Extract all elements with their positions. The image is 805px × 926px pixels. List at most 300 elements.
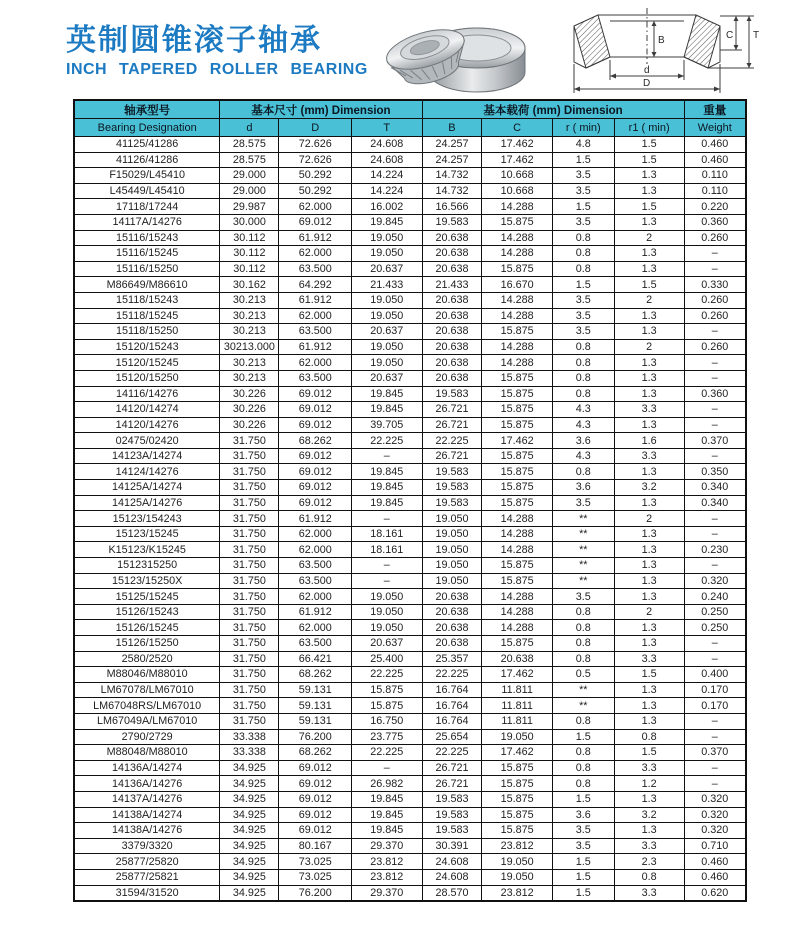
cell-D: 69.012 — [279, 807, 352, 823]
cell-r1-min: 3.3 — [614, 838, 684, 854]
cell-r-min: 0.8 — [552, 713, 614, 729]
cell-D: 76.200 — [279, 885, 352, 901]
cell-B: 25.654 — [422, 729, 482, 745]
cell-r-min: 3.6 — [552, 807, 614, 823]
table-row — [74, 667, 746, 683]
table-row — [74, 854, 746, 870]
cell-weight: 0.230 — [684, 542, 746, 558]
cell-C: 15.875 — [482, 480, 553, 496]
cell-r1-min: 1.3 — [614, 823, 684, 839]
cell-D: 50.292 — [279, 168, 352, 184]
cell-D: 69.012 — [279, 480, 352, 496]
cell-C: 14.288 — [482, 246, 553, 262]
bearing-table-wrap — [73, 99, 747, 902]
cell-r-min: 0.8 — [552, 636, 614, 652]
cell-designation: 15116/15250 — [74, 261, 220, 277]
cell-B: 22.225 — [422, 667, 482, 683]
cell-designation: 14136A/14276 — [74, 776, 220, 792]
cell-T: 22.225 — [352, 433, 423, 449]
cell-B: 22.225 — [422, 745, 482, 761]
cell-T: – — [352, 558, 423, 574]
cell-r1-min: 1.3 — [614, 636, 684, 652]
cell-B: 26.721 — [422, 417, 482, 433]
cell-r1-min: 1.2 — [614, 776, 684, 792]
cell-weight: – — [684, 402, 746, 418]
cell-D: 63.500 — [279, 573, 352, 589]
cell-d: 31.750 — [220, 620, 279, 636]
cell-C: 19.050 — [482, 729, 553, 745]
cell-T: 39.705 — [352, 417, 423, 433]
table-row — [74, 277, 746, 293]
table-row — [74, 869, 746, 885]
cell-d: 30.213 — [220, 292, 279, 308]
cell-d: 34.925 — [220, 838, 279, 854]
cell-B: 24.257 — [422, 152, 482, 168]
cell-weight: – — [684, 324, 746, 340]
cell-D: 62.000 — [279, 526, 352, 542]
cell-B: 20.638 — [422, 636, 482, 652]
cell-designation: 14120/14276 — [74, 417, 220, 433]
cell-r-min: 3.6 — [552, 433, 614, 449]
cell-D: 80.167 — [279, 838, 352, 854]
cell-designation: F15029/L45410 — [74, 168, 220, 184]
cell-weight: 0.460 — [684, 869, 746, 885]
cell-designation: 14138A/14274 — [74, 807, 220, 823]
cell-T: 18.161 — [352, 542, 423, 558]
table-row — [74, 214, 746, 230]
cell-r-min: 1.5 — [552, 277, 614, 293]
cell-D: 62.000 — [279, 199, 352, 215]
cell-r1-min: 1.5 — [614, 137, 684, 153]
cell-T: 29.370 — [352, 838, 423, 854]
cell-D: 59.131 — [279, 682, 352, 698]
table-row — [74, 542, 746, 558]
cell-r1-min: 1.5 — [614, 745, 684, 761]
cell-weight: 0.260 — [684, 339, 746, 355]
table-row — [74, 636, 746, 652]
cell-r-min: 3.5 — [552, 589, 614, 605]
table-row — [74, 698, 746, 714]
cell-r1-min: 1.3 — [614, 324, 684, 340]
cell-d: 31.750 — [220, 698, 279, 714]
cell-designation: 14124/14276 — [74, 464, 220, 480]
cell-B: 22.225 — [422, 433, 482, 449]
cell-B: 19.050 — [422, 573, 482, 589]
cell-designation: LM67048RS/LM67010 — [74, 698, 220, 714]
table-row — [74, 729, 746, 745]
cell-B: 24.608 — [422, 869, 482, 885]
cell-B: 19.583 — [422, 464, 482, 480]
cell-weight: 0.260 — [684, 292, 746, 308]
cell-r-min: 4.8 — [552, 137, 614, 153]
cell-T: 25.400 — [352, 651, 423, 667]
cell-r1-min: 3.3 — [614, 760, 684, 776]
cell-r-min: ** — [552, 682, 614, 698]
cell-r-min: 1.5 — [552, 199, 614, 215]
cell-B: 16.566 — [422, 199, 482, 215]
cell-B: 16.764 — [422, 682, 482, 698]
cell-D: 61.912 — [279, 292, 352, 308]
cell-D: 73.025 — [279, 869, 352, 885]
cell-r1-min: 2.3 — [614, 854, 684, 870]
cell-d: 31.750 — [220, 636, 279, 652]
cell-D: 69.012 — [279, 464, 352, 480]
cell-weight: – — [684, 261, 746, 277]
cell-weight: 0.340 — [684, 495, 746, 511]
cell-r1-min: 1.3 — [614, 355, 684, 371]
cell-r-min: 0.8 — [552, 651, 614, 667]
header-col-T: T — [352, 119, 423, 137]
cell-T: 19.050 — [352, 230, 423, 246]
cell-T: 23.812 — [352, 869, 423, 885]
cell-weight: – — [684, 558, 746, 574]
cell-r-min: 1.5 — [552, 854, 614, 870]
cell-d: 31.750 — [220, 604, 279, 620]
table-row — [74, 386, 746, 402]
cell-B: 26.721 — [422, 776, 482, 792]
cell-T: 22.225 — [352, 667, 423, 683]
cell-T: 19.050 — [352, 246, 423, 262]
cell-C: 23.812 — [482, 838, 553, 854]
cell-designation: 15126/15250 — [74, 636, 220, 652]
header-col-C: C — [482, 119, 553, 137]
cell-designation: 14136A/14274 — [74, 760, 220, 776]
cell-B: 26.721 — [422, 402, 482, 418]
cell-designation: 1512315250 — [74, 558, 220, 574]
cell-d: 30.112 — [220, 230, 279, 246]
cell-d: 31.750 — [220, 433, 279, 449]
cell-d: 31.750 — [220, 667, 279, 683]
cell-d: 30.213 — [220, 370, 279, 386]
bearing-photo — [372, 6, 528, 94]
cell-weight: 0.330 — [684, 277, 746, 293]
cell-C: 15.875 — [482, 495, 553, 511]
cell-T: – — [352, 511, 423, 527]
cell-weight: 0.360 — [684, 386, 746, 402]
cell-D: 59.131 — [279, 713, 352, 729]
cell-weight: 0.320 — [684, 791, 746, 807]
cell-T: 19.050 — [352, 339, 423, 355]
cell-r-min: ** — [552, 558, 614, 574]
cell-D: 64.292 — [279, 277, 352, 293]
cell-r-min: 3.5 — [552, 214, 614, 230]
cell-r1-min: 1.3 — [614, 620, 684, 636]
cell-r-min: 3.6 — [552, 480, 614, 496]
table-row — [74, 526, 746, 542]
cell-d: 31.750 — [220, 480, 279, 496]
cell-B: 20.638 — [422, 370, 482, 386]
cell-C: 11.811 — [482, 698, 553, 714]
cell-weight: – — [684, 511, 746, 527]
cell-d: 29.000 — [220, 168, 279, 184]
cell-C: 14.288 — [482, 308, 553, 324]
header-dimension-group: 基本尺寸 (mm) Dimension — [220, 100, 422, 119]
cell-r-min: 4.3 — [552, 402, 614, 418]
cell-T: 16.002 — [352, 199, 423, 215]
cell-C: 11.811 — [482, 713, 553, 729]
header-load-group: 基本载荷 (mm) Dimension — [422, 100, 684, 119]
page-title-en: INCH TAPERED ROLLER BEARING — [66, 61, 368, 78]
table-row — [74, 370, 746, 386]
cell-designation: 15120/15250 — [74, 370, 220, 386]
header-designation-en: Bearing Designation — [74, 119, 220, 137]
cell-T: 19.050 — [352, 604, 423, 620]
cell-designation: 15126/15243 — [74, 604, 220, 620]
cell-C: 15.875 — [482, 573, 553, 589]
cell-weight: – — [684, 355, 746, 371]
cell-d: 30.213 — [220, 324, 279, 340]
cell-C: 15.875 — [482, 386, 553, 402]
cell-r1-min: 2 — [614, 511, 684, 527]
cell-C: 17.462 — [482, 667, 553, 683]
bearing-dimension-diagram — [558, 2, 803, 97]
cell-r1-min: 1.3 — [614, 214, 684, 230]
dim-label-C: C — [726, 30, 734, 41]
cell-r-min: 3.5 — [552, 324, 614, 340]
cell-T: 14.224 — [352, 168, 423, 184]
cell-r-min: 0.8 — [552, 246, 614, 262]
cell-r-min: 1.5 — [552, 869, 614, 885]
cell-T: 16.750 — [352, 713, 423, 729]
cell-T: 26.982 — [352, 776, 423, 792]
cell-r1-min: 1.5 — [614, 152, 684, 168]
cell-weight: 0.320 — [684, 573, 746, 589]
cell-D: 69.012 — [279, 448, 352, 464]
cell-C: 15.875 — [482, 558, 553, 574]
cell-r1-min: 1.3 — [614, 246, 684, 262]
cell-r1-min: 0.8 — [614, 729, 684, 745]
cell-C: 15.875 — [482, 370, 553, 386]
cell-B: 20.638 — [422, 355, 482, 371]
cell-r-min: 0.8 — [552, 760, 614, 776]
table-row — [74, 480, 746, 496]
cell-r1-min: 1.3 — [614, 698, 684, 714]
cell-r1-min: 1.5 — [614, 199, 684, 215]
cell-D: 76.200 — [279, 729, 352, 745]
cell-C: 15.875 — [482, 791, 553, 807]
cell-C: 15.875 — [482, 760, 553, 776]
cell-d: 31.750 — [220, 558, 279, 574]
cell-designation: 15125/15245 — [74, 589, 220, 605]
cell-T: 19.050 — [352, 308, 423, 324]
cell-d: 34.925 — [220, 776, 279, 792]
cell-designation: 2580/2520 — [74, 651, 220, 667]
table-row — [74, 791, 746, 807]
dim-label-B: B — [658, 35, 665, 46]
cell-r1-min: 3.3 — [614, 651, 684, 667]
cell-weight: – — [684, 776, 746, 792]
table-row — [74, 604, 746, 620]
cell-d: 28.575 — [220, 152, 279, 168]
cell-C: 15.875 — [482, 636, 553, 652]
cell-d: 30.226 — [220, 386, 279, 402]
cell-r-min: 0.8 — [552, 604, 614, 620]
cell-T: 19.845 — [352, 791, 423, 807]
cell-d: 31.750 — [220, 542, 279, 558]
cell-designation: 15123/15245 — [74, 526, 220, 542]
cell-d: 30.000 — [220, 214, 279, 230]
table-row — [74, 292, 746, 308]
cell-C: 14.288 — [482, 604, 553, 620]
cell-T: 19.845 — [352, 402, 423, 418]
cell-r-min: 1.5 — [552, 885, 614, 901]
cell-C: 15.875 — [482, 776, 553, 792]
cell-weight: 0.260 — [684, 308, 746, 324]
cell-C: 19.050 — [482, 854, 553, 870]
cell-designation: M86649/M86610 — [74, 277, 220, 293]
cell-T: 18.161 — [352, 526, 423, 542]
header-col-r1-min: r1 ( min) — [614, 119, 684, 137]
cell-T: 19.050 — [352, 355, 423, 371]
cell-r1-min: 1.5 — [614, 277, 684, 293]
cell-r-min: ** — [552, 526, 614, 542]
table-row — [74, 137, 746, 153]
cell-designation: 14116/14276 — [74, 386, 220, 402]
cell-d: 31.750 — [220, 682, 279, 698]
cell-designation: M88046/M88010 — [74, 667, 220, 683]
header-col-D: D — [279, 119, 352, 137]
table-row — [74, 495, 746, 511]
cell-designation: 31594/31520 — [74, 885, 220, 901]
cell-B: 19.583 — [422, 807, 482, 823]
table-row — [74, 823, 746, 839]
cell-C: 14.288 — [482, 230, 553, 246]
cell-d: 30.112 — [220, 246, 279, 262]
cell-C: 10.668 — [482, 168, 553, 184]
dim-label-d: d — [644, 65, 650, 76]
dim-label-D: D — [643, 78, 651, 89]
cell-designation: 15116/15245 — [74, 246, 220, 262]
cell-D: 62.000 — [279, 589, 352, 605]
cell-B: 20.638 — [422, 324, 482, 340]
cell-C: 19.050 — [482, 869, 553, 885]
cell-designation: 15118/15243 — [74, 292, 220, 308]
cell-D: 63.500 — [279, 370, 352, 386]
table-row — [74, 838, 746, 854]
cell-d: 31.750 — [220, 526, 279, 542]
cell-r-min: 0.8 — [552, 620, 614, 636]
cell-D: 63.500 — [279, 261, 352, 277]
cell-r-min: 3.5 — [552, 168, 614, 184]
cell-r1-min: 1.3 — [614, 183, 684, 199]
cell-T: 19.845 — [352, 386, 423, 402]
cell-r1-min: 1.3 — [614, 526, 684, 542]
cell-d: 30.162 — [220, 277, 279, 293]
cell-C: 14.288 — [482, 339, 553, 355]
cell-d: 31.750 — [220, 495, 279, 511]
cell-T: 19.845 — [352, 480, 423, 496]
cell-T: – — [352, 573, 423, 589]
cell-weight: – — [684, 246, 746, 262]
cell-designation: 15123/15250X — [74, 573, 220, 589]
cell-r1-min: 1.3 — [614, 589, 684, 605]
cell-D: 61.912 — [279, 339, 352, 355]
cell-C: 17.462 — [482, 137, 553, 153]
cell-D: 63.500 — [279, 558, 352, 574]
cell-designation: K15123/K15245 — [74, 542, 220, 558]
table-row — [74, 807, 746, 823]
cell-d: 30.112 — [220, 261, 279, 277]
cell-T: 24.608 — [352, 152, 423, 168]
cell-T: 15.875 — [352, 698, 423, 714]
cell-B: 20.638 — [422, 261, 482, 277]
cell-C: 17.462 — [482, 152, 553, 168]
cell-r1-min: 1.3 — [614, 495, 684, 511]
cell-r-min: 3.5 — [552, 823, 614, 839]
cell-d: 31.750 — [220, 589, 279, 605]
cell-weight: 0.110 — [684, 168, 746, 184]
cell-r-min: ** — [552, 542, 614, 558]
cell-r-min: ** — [552, 511, 614, 527]
cell-B: 19.583 — [422, 386, 482, 402]
table-row — [74, 433, 746, 449]
cell-weight: – — [684, 417, 746, 433]
cell-r-min: 4.3 — [552, 417, 614, 433]
cell-r-min: 3.5 — [552, 495, 614, 511]
cell-B: 24.257 — [422, 137, 482, 153]
cell-r1-min: 1.3 — [614, 386, 684, 402]
cell-weight: 0.370 — [684, 433, 746, 449]
bearing-photo-image — [372, 6, 528, 94]
cell-r-min: 4.3 — [552, 448, 614, 464]
cell-D: 72.626 — [279, 137, 352, 153]
cell-D: 62.000 — [279, 620, 352, 636]
cell-r1-min: 3.2 — [614, 480, 684, 496]
cell-d: 31.750 — [220, 573, 279, 589]
cell-weight: 0.460 — [684, 854, 746, 870]
cell-r1-min: 3.3 — [614, 402, 684, 418]
cell-T: 23.812 — [352, 854, 423, 870]
cell-C: 15.875 — [482, 464, 553, 480]
cell-d: 34.925 — [220, 885, 279, 901]
cell-B: 20.638 — [422, 308, 482, 324]
cell-T: 21.433 — [352, 277, 423, 293]
cell-weight: 0.240 — [684, 589, 746, 605]
cell-r1-min: 1.5 — [614, 667, 684, 683]
cell-d: 34.925 — [220, 760, 279, 776]
cell-T: 19.845 — [352, 807, 423, 823]
cell-D: 62.000 — [279, 308, 352, 324]
header-col-r-min: r ( min) — [552, 119, 614, 137]
cell-T: 14.224 — [352, 183, 423, 199]
cell-designation: 14120/14274 — [74, 402, 220, 418]
cell-D: 72.626 — [279, 152, 352, 168]
cell-B: 20.638 — [422, 620, 482, 636]
cell-C: 15.875 — [482, 402, 553, 418]
cell-B: 20.638 — [422, 292, 482, 308]
cell-T: 19.845 — [352, 495, 423, 511]
cell-designation: 17118/17244 — [74, 199, 220, 215]
cell-C: 15.875 — [482, 214, 553, 230]
table-row — [74, 261, 746, 277]
cell-r-min: 0.8 — [552, 370, 614, 386]
cell-weight: 0.400 — [684, 667, 746, 683]
cell-r-min: 0.8 — [552, 230, 614, 246]
cell-D: 68.262 — [279, 667, 352, 683]
cell-weight: 0.360 — [684, 214, 746, 230]
cell-C: 15.875 — [482, 823, 553, 839]
cell-r1-min: 1.3 — [614, 542, 684, 558]
cell-designation: 15118/15250 — [74, 324, 220, 340]
cell-T: 19.845 — [352, 823, 423, 839]
cell-weight: 0.350 — [684, 464, 746, 480]
cell-T: 19.050 — [352, 292, 423, 308]
cell-designation: 3379/3320 — [74, 838, 220, 854]
table-row — [74, 230, 746, 246]
cell-designation: 41125/41286 — [74, 137, 220, 153]
table-row — [74, 308, 746, 324]
cell-r1-min: 1.3 — [614, 713, 684, 729]
